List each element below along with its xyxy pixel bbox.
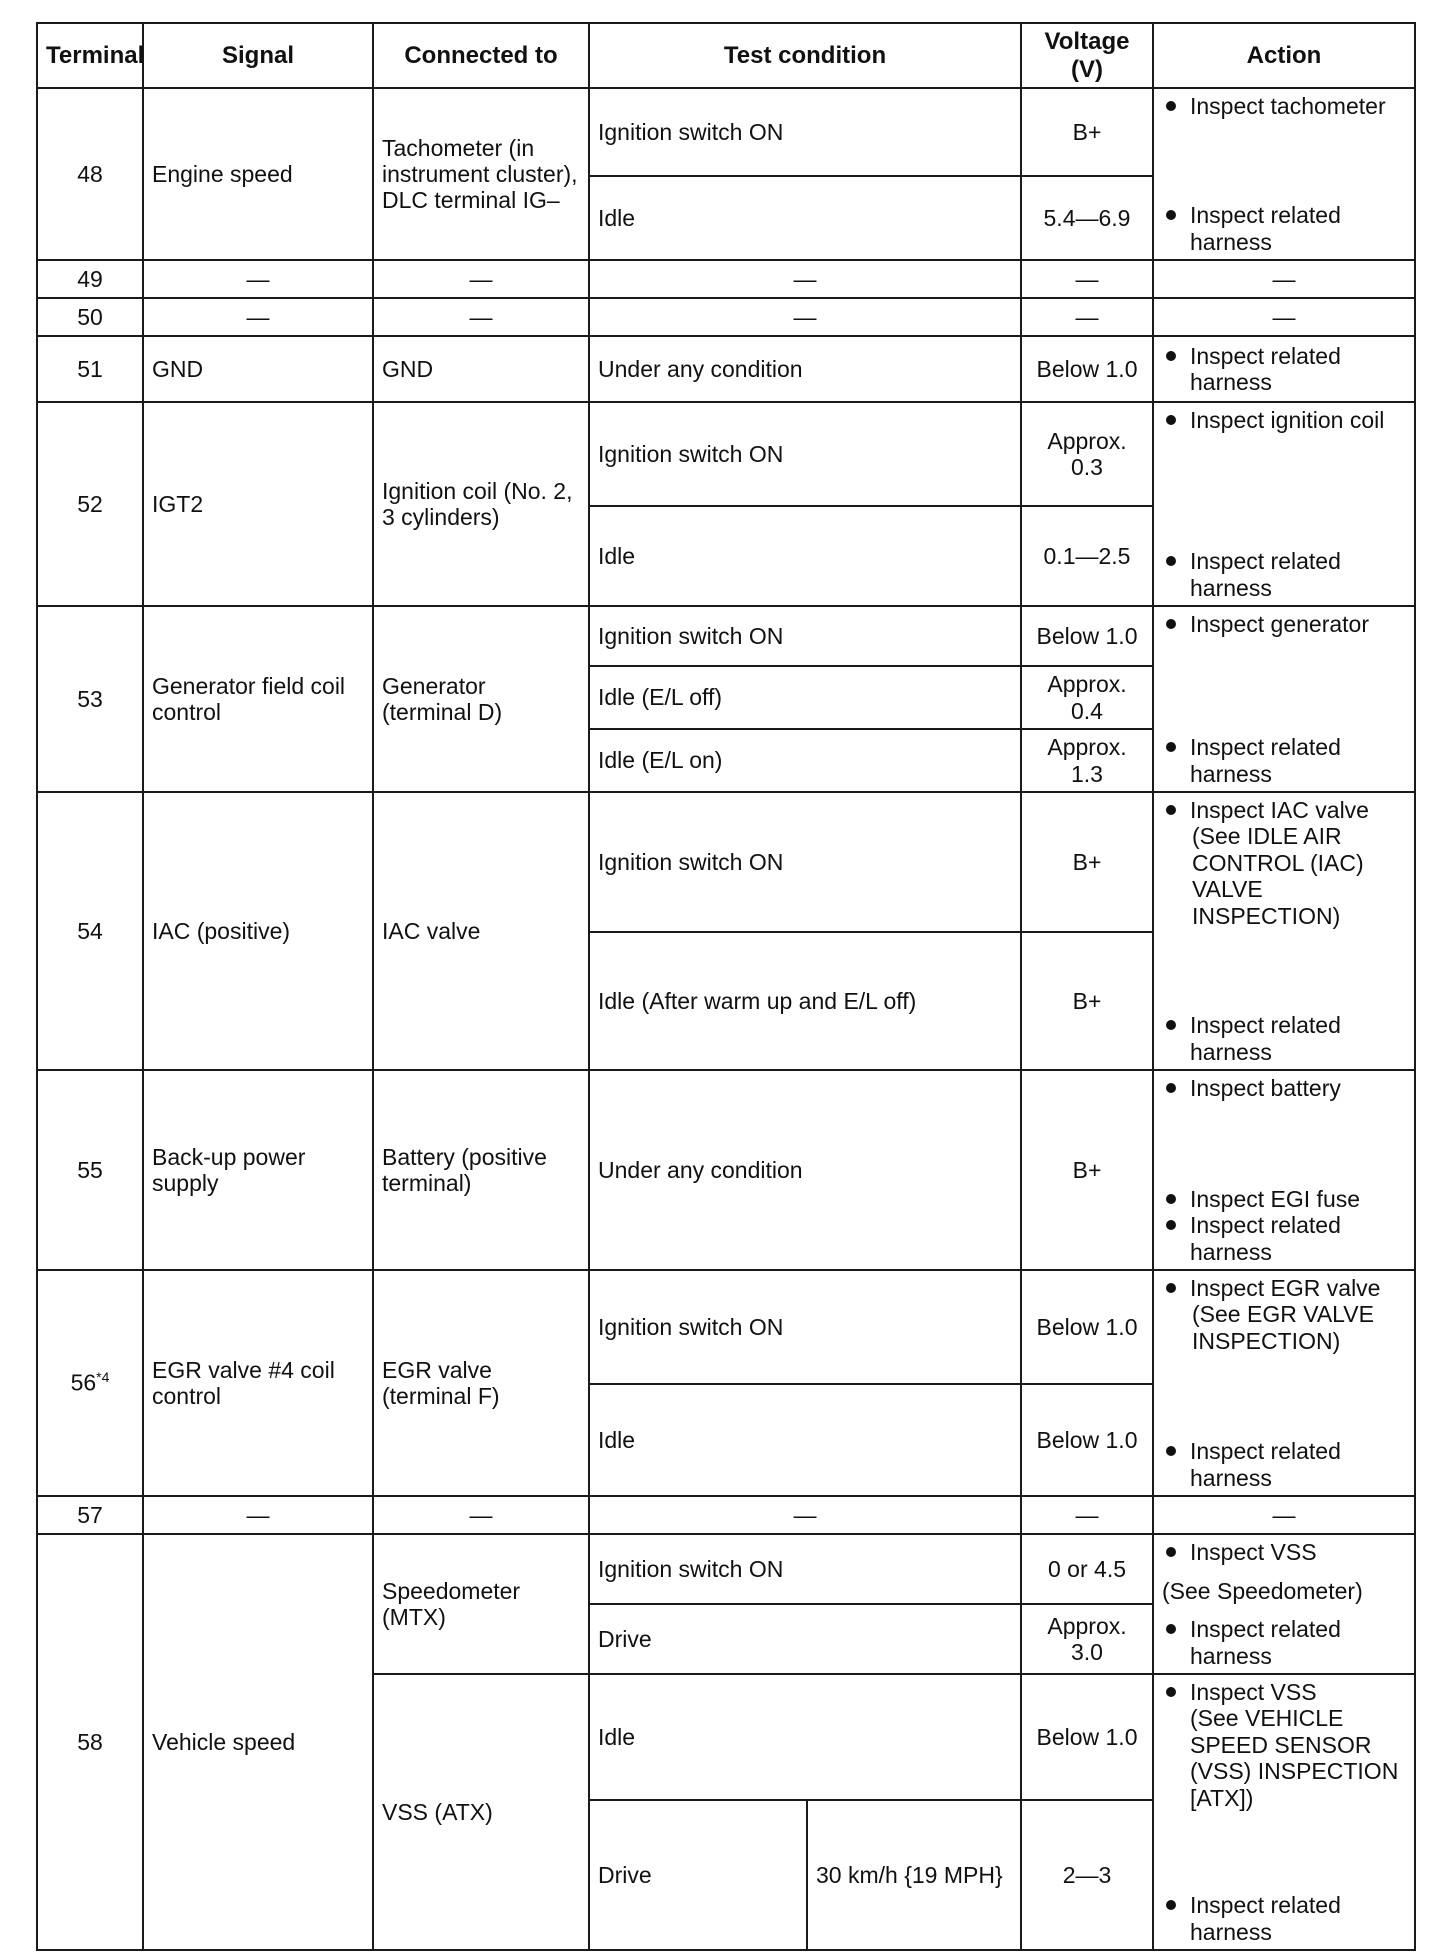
condition-cell: Ignition switch ON [589,1534,1021,1604]
condition-cell: Under any condition [589,1070,1021,1270]
voltage-cell: 0.1—2.5 [1021,506,1153,606]
action-cell [1153,1270,1415,1496]
action-item: Inspect VSS [1162,1679,1406,1705]
voltage-cell: — [1021,298,1153,336]
signal-cell: Engine speed [143,88,373,260]
action-item: Inspect battery [1162,1075,1406,1101]
action-item: Inspect EGR valve [1162,1275,1406,1301]
condition-cell: Idle [589,1384,1021,1496]
connected-cell: — [373,1496,589,1534]
connected-cell: Tachometer (in instrument cluster), DLC terminal IG– [373,88,589,260]
terminal-cell: 56$^{*4}$ [37,1270,143,1496]
bullet-icon [1166,1900,1176,1910]
header-row [37,23,1415,88]
table-row [37,260,1415,298]
signal-cell: Vehicle speed [143,1534,373,1950]
bullet-icon [1166,351,1176,361]
bullet-icon [1166,415,1176,425]
condition-cell: Drive [589,1604,1021,1674]
condition-cell: Idle [589,506,1021,606]
connected-cell: — [373,298,589,336]
condition-cell: Idle [589,1674,1021,1800]
action-item: Inspect EGI fuse [1162,1186,1406,1212]
terminal-cell: 52 [37,402,143,606]
action-item: Inspect related harness [1162,548,1406,601]
table-row [37,298,1415,336]
voltage-cell: — [1021,1496,1153,1534]
voltage-cell: B+ [1021,1070,1153,1270]
signal-cell: — [143,1496,373,1534]
voltage-cell: Below 1.0 [1021,336,1153,402]
signal-cell: Generator field coil control [143,606,373,792]
connected-cell: GND [373,336,589,402]
signal-cell: — [143,260,373,298]
bullet-icon [1166,742,1176,752]
table-row [37,1534,1415,1604]
condition-cell: Idle (E/L off) [589,666,1021,729]
bullet-icon [1166,619,1176,629]
action-note: (See VEHICLE SPEED SENSOR (VSS) INSPECTION [ATX]) [1190,1705,1399,1811]
bullet-icon [1166,1283,1176,1293]
header-signal: Signal [143,23,373,88]
table-row [37,1496,1415,1534]
action-item: Inspect related harness [1162,1616,1406,1669]
header-terminal: Terminal [37,23,143,88]
condition-cell: Ignition switch ON [589,88,1021,176]
terminal-cell: 55 [37,1070,143,1270]
condition-cell: Ignition switch ON [589,1270,1021,1384]
speed-cell: 30 km/h {19 MPH} [807,1800,1021,1950]
action-item: Inspect related harness [1162,202,1406,255]
condition-cell: Drive [589,1800,807,1950]
bullet-icon [1166,1624,1176,1634]
action-item: Inspect IAC valve [1162,797,1406,823]
connected-cell: Speedometer (MTX) [373,1534,589,1674]
voltage-cell: B+ [1021,88,1153,176]
table-row [37,1070,1415,1270]
terminal-cell: 51 [37,336,143,402]
bullet-icon [1166,101,1176,111]
voltage-cell: Approx. 1.3 [1021,729,1153,792]
condition-cell: — [589,1496,1021,1534]
signal-cell: EGR valve #4 coil control [143,1270,373,1496]
action-note: (See EGR VALVE INSPECTION) [1192,1301,1374,1354]
condition-cell: Idle [589,176,1021,260]
action-cell [1153,792,1415,1070]
voltage-cell: Approx. 0.4 [1021,666,1153,729]
header-voltage: Voltage (V) [1021,23,1153,88]
action-cell [1153,1070,1415,1270]
condition-cell: — [589,298,1021,336]
terminal-cell: 57 [37,1496,143,1534]
action-note: (See IDLE AIR CONTROL (IAC) VALVE INSPECTION) [1192,823,1364,929]
condition-cell: Idle (After warm up and E/L off) [589,932,1021,1070]
condition-cell: Idle (E/L on) [589,729,1021,792]
header-action: Action [1153,23,1415,88]
action-cell: — [1153,1496,1415,1534]
condition-cell: Under any condition [589,336,1021,402]
terminal-cell: 58 [37,1534,143,1950]
action-cell [1153,1674,1415,1950]
voltage-cell: 2—3 [1021,1800,1153,1950]
condition-cell: Ignition switch ON [589,402,1021,506]
action-item: Inspect tachometer [1162,93,1406,119]
terminal-cell: 50 [37,298,143,336]
voltage-cell: B+ [1021,792,1153,932]
signal-cell: — [143,298,373,336]
connected-cell: VSS (ATX) [373,1674,589,1950]
action-item: Inspect related harness [1162,734,1406,787]
bullet-icon [1166,1687,1176,1697]
table-row [37,336,1415,402]
table-row [37,606,1415,666]
table-row [37,792,1415,932]
bullet-icon [1166,1083,1176,1093]
action-cell [1153,1534,1415,1674]
action-cell [1153,606,1415,792]
connected-cell: Battery (positive terminal) [373,1070,589,1270]
table-row [37,88,1415,176]
action-item: Inspect ignition coil [1162,407,1406,433]
action-item: Inspect related harness [1162,1892,1406,1945]
bullet-icon [1166,556,1176,566]
bullet-icon [1166,1194,1176,1204]
action-cell [1153,402,1415,606]
action-item: Inspect generator [1162,611,1406,637]
action-item: Inspect VSS [1162,1539,1406,1565]
terminal-cell: 53 [37,606,143,792]
voltage-cell: Approx. 3.0 [1021,1604,1153,1674]
action-item: Inspect related harness [1162,343,1406,396]
action-cell [1153,336,1415,402]
voltage-cell: 5.4—6.9 [1021,176,1153,260]
voltage-cell: B+ [1021,932,1153,1070]
bullet-icon [1166,805,1176,815]
condition-cell: Ignition switch ON [589,606,1021,666]
voltage-cell: — [1021,260,1153,298]
terminal-cell: 54 [37,792,143,1070]
action-cell [1153,88,1415,260]
header-test-condition: Test condition [589,23,1021,88]
signal-cell: GND [143,336,373,402]
table-row [37,1270,1415,1384]
condition-cell: — [589,260,1021,298]
connected-cell: Generator (terminal D) [373,606,589,792]
action-cell: — [1153,260,1415,298]
voltage-cell: Approx. 0.3 [1021,402,1153,506]
bullet-icon [1166,1446,1176,1456]
connected-cell: EGR valve (terminal F) [373,1270,589,1496]
action-item: Inspect related harness [1162,1012,1406,1065]
signal-cell: IAC (positive) [143,792,373,1070]
connected-cell: — [373,260,589,298]
table-row [37,402,1415,506]
bullet-icon [1166,210,1176,220]
voltage-cell: Below 1.0 [1021,1270,1153,1384]
terminal-cell: 49 [37,260,143,298]
action-item: Inspect related harness [1162,1438,1406,1491]
connected-cell: Ignition coil (No. 2, 3 cylinders) [373,402,589,606]
signal-cell: IGT2 [143,402,373,606]
bullet-icon [1166,1220,1176,1230]
connected-cell: IAC valve [373,792,589,1070]
signal-cell: Back-up power supply [143,1070,373,1270]
action-note: (See Speedometer) [1162,1577,1363,1604]
bullet-icon [1166,1020,1176,1030]
terminal-cell: 48 [37,88,143,260]
action-item: Inspect related harness [1162,1212,1406,1265]
voltage-cell: 0 or 4.5 [1021,1534,1153,1604]
terminal-voltage-table [36,22,1416,1951]
voltage-cell: Below 1.0 [1021,1384,1153,1496]
header-connected-to: Connected to [373,23,589,88]
voltage-cell: Below 1.0 [1021,606,1153,666]
condition-cell: Ignition switch ON [589,792,1021,932]
action-cell: — [1153,298,1415,336]
voltage-cell: Below 1.0 [1021,1674,1153,1800]
bullet-icon [1166,1547,1176,1557]
